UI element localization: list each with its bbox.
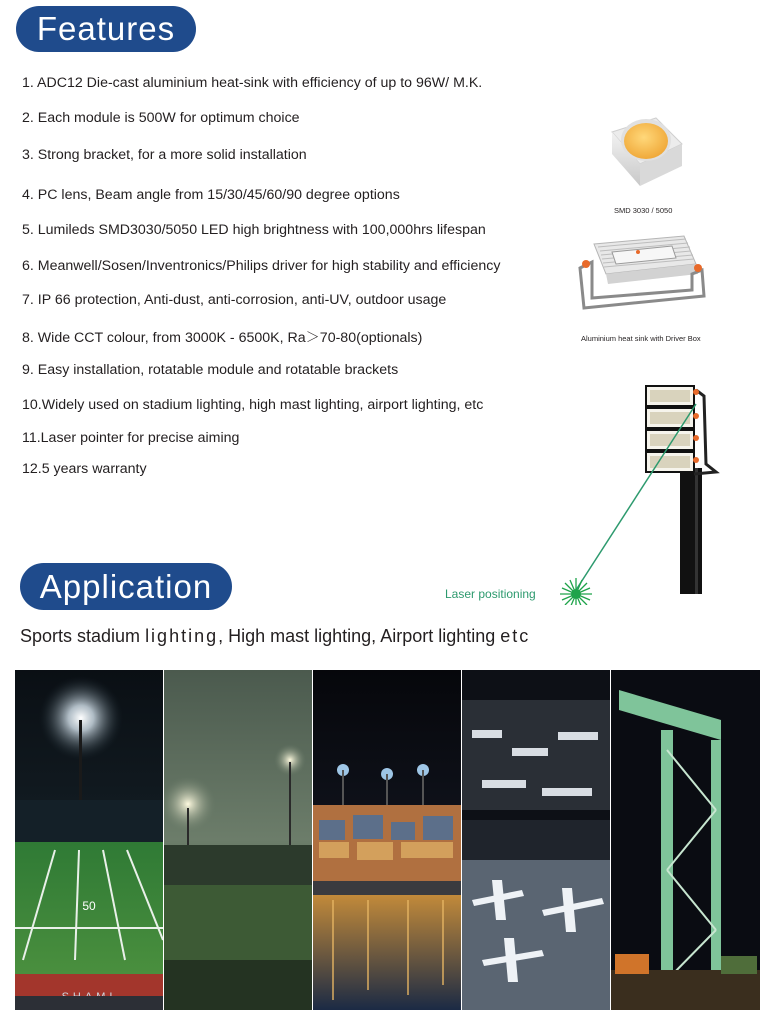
- feature-item-1: 1. ADC12 Die-cast aluminium heat-sink with efficiency of up to 96W/ M.K.: [22, 75, 483, 91]
- airport-photo: [462, 670, 610, 1010]
- laser-positioning-label: Laser positioning: [445, 587, 536, 601]
- feature-item-4: 4. PC lens, Beam angle from 15/30/45/60/90 degree options: [22, 187, 400, 203]
- sports-park-photo: [164, 670, 312, 1010]
- application-summary-part-2: lighting: [145, 626, 219, 646]
- field-yard-marking: 50: [82, 899, 96, 913]
- application-summary: [20, 626, 530, 647]
- application-heading: Application: [20, 563, 232, 610]
- smd-caption: SMD 3030 / 5050: [614, 206, 673, 215]
- laser-fixture-image: [550, 380, 730, 605]
- feature-item-12: 12.5 years warranty: [22, 461, 147, 477]
- application-summary-part-4: etc: [500, 626, 531, 646]
- port-crane-photo: [611, 670, 760, 1010]
- harbour-photo: [313, 670, 461, 1010]
- feature-item-8: 8. Wide CCT colour, from 3000K - 6500K, Ra＞70-80(optionals): [22, 330, 423, 346]
- features-heading: Features: [16, 6, 196, 52]
- feature-item-11: 11.Laser pointer for precise aiming: [22, 430, 240, 446]
- feature-item-6: 6. Meanwell/Sosen/Inventronics/Philips driver for high stability and efficiency: [22, 258, 501, 274]
- feature-item-5: 5. Lumileds SMD3030/5050 LED high brightness with 100,000hrs lifespan: [22, 222, 486, 238]
- application-summary-part-3: , High mast lighting, Airport lighting: [218, 626, 501, 646]
- feature-item-9: 9. Easy installation, rotatable module and rotatable brackets: [22, 362, 399, 378]
- smd-led-chip-image: [600, 112, 690, 198]
- feature-item-7: 7. IP 66 protection, Anti-dust, anti-corrosion, anti-UV, outdoor usage: [22, 292, 447, 308]
- feature-item-10: 10.Widely used on stadium lighting, high mast lighting, airport lighting, etc: [22, 397, 484, 413]
- heatsink-caption: Aluminium heat sink with Driver Box: [581, 334, 701, 343]
- heatsink-module-image: [572, 234, 712, 314]
- stadium-photo: [15, 670, 163, 1010]
- feature-item-2: 2. Each module is 500W for optimum choice: [22, 110, 300, 126]
- application-summary-part-1: Sports stadium: [20, 626, 146, 646]
- feature-item-3: 3. Strong bracket, for a more solid installation: [22, 147, 307, 163]
